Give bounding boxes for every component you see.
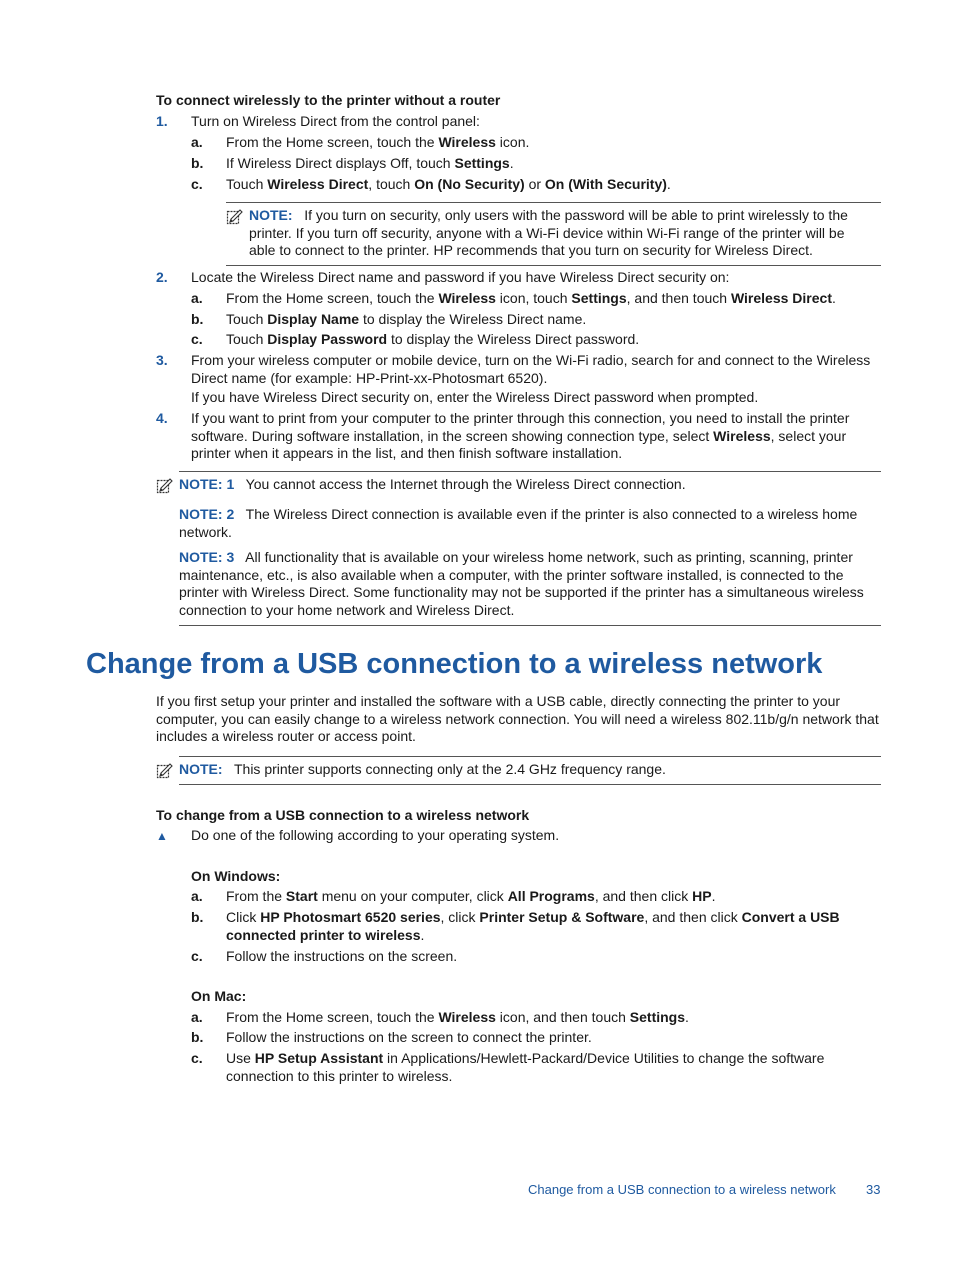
step-1a-text: From the Home screen, touch the Wireless icon. [226,134,530,150]
windows-heading: On Windows: [191,868,281,884]
note-2: NOTE: 2 The Wireless Direct connection is available even if the printer is also connected to a wireless home network. [179,506,858,540]
step-1c-text: Touch Wireless Direct, touch On (No Security) or On (With Security). [226,176,671,192]
note-icon [156,762,173,779]
mac-heading: On Mac: [191,988,247,1004]
step-2b-letter: b. [191,311,204,327]
note-rule-bottom [226,265,881,266]
step-2c-text: Touch Display Password to display the Wireless Direct password. [226,331,640,347]
mac-b-text: Follow the instructions on the screen to connect the printer. [226,1029,592,1045]
step-2c-letter: c. [191,331,203,347]
step-1b-letter: b. [191,155,204,171]
windows-c-letter: c. [191,948,203,964]
note-icon [156,477,173,494]
windows-b-letter: b. [191,909,204,925]
note-icon [226,208,243,225]
page-number: 33 [866,1182,881,1197]
mac-c-text: Use HP Setup Assistant in Applications/Hewlett-Packard/Device Utilities to change the software connection to this printer to wireless. [226,1050,825,1084]
step-1a-letter: a. [191,134,203,150]
triangle-bullet-icon: ▲ [156,829,168,843]
step-1c-letter: c. [191,176,203,192]
notes-rule-bottom [179,625,881,626]
step-2a-letter: a. [191,290,203,306]
mac-a-text: From the Home screen, touch the Wireless icon, and then touch Settings. [226,1009,689,1025]
step-1-text: Turn on Wireless Direct from the control panel: [191,113,480,129]
step-number-1: 1. [156,113,168,129]
step-4-text: If you want to print from your computer to the printer through this connection, you need to install the printer software. During software installation, in the screen showing connection type, select Wireless, select your printer when it appears in the list, and then finish software installation. [191,410,850,461]
windows-c-text: Follow the instructions on the screen. [226,948,458,964]
step-2b-text: Touch Display Name to display the Wireless Direct name. [226,311,587,327]
step-number-4: 4. [156,410,168,426]
note-1: NOTE: 1 You cannot access the Internet through the Wireless Direct connection. [179,476,686,492]
step-2a-text: From the Home screen, touch the Wireless icon, touch Settings, and then touch Wireless Direct. [226,290,836,306]
windows-b-text: Click HP Photosmart 6520 series, click Printer Setup & Software, and then click Convert a USB connected printer to wireless. [226,909,840,943]
step-1b-text: If Wireless Direct displays Off, touch Settings. [226,155,514,171]
step-number-3: 3. [156,352,168,368]
mac-c-letter: c. [191,1050,203,1066]
note-3: NOTE: 3 All functionality that is available on your wireless home network, such as printing, scanning, printer maintenance, etc., is also available when a computer, with the printer software installed, is connected to the printer with Wireless Direct. Some functionality may not be supported if the printer has a simultaneous wireless connection to your home network and Wireless Direct. [179,549,864,618]
step-1-note: NOTE: If you turn on security, only users with the password will be able to print wirelessly to the printer. If you turn off security, anyone with a Wi-Fi device within Wi-Fi range of the printer will be able to connect to the printer. HP recommends that you turn on security for Wireless Direct. [249,207,848,258]
step-3-text-2: If you have Wireless Direct security on, enter the Wireless Direct password when prompted. [191,389,759,405]
section-heading-connect-without-router: To connect wirelessly to the printer without a router [156,92,501,108]
page-title: Change from a USB connection to a wireless network [86,648,823,680]
section-intro: If you first setup your printer and installed the software with a USB cable, directly connecting the printer to your computer, you can easily change to a wireless network connection. You will need a wireless 802.11b/g/n network that includes a wireless router or access point. [156,693,879,744]
section-heading-change-usb: To change from a USB connection to a wireless network [156,807,530,823]
step-2-text: Locate the Wireless Direct name and password if you have Wireless Direct security on: [191,269,730,285]
note-rule-top [226,202,881,203]
frequency-note: NOTE: This printer supports connecting only at the 2.4 GHz frequency range. [179,761,666,777]
windows-a-letter: a. [191,888,203,904]
note-rule-top [179,756,881,757]
footer-section-title: Change from a USB connection to a wireless network [528,1182,836,1197]
mac-b-letter: b. [191,1029,204,1045]
step-number-2: 2. [156,269,168,285]
mac-a-letter: a. [191,1009,203,1025]
notes-rule-top [179,471,881,472]
windows-a-text: From the Start menu on your computer, click All Programs, and then click HP. [226,888,716,904]
note-rule-bottom [179,784,881,785]
step-3-text: From your wireless computer or mobile device, turn on the Wi-Fi radio, search for and connect to the Wireless Direct name (for example: HP-Print-xx-Photosmart 6520). [191,352,871,386]
bullet-text: Do one of the following according to your operating system. [191,827,560,843]
